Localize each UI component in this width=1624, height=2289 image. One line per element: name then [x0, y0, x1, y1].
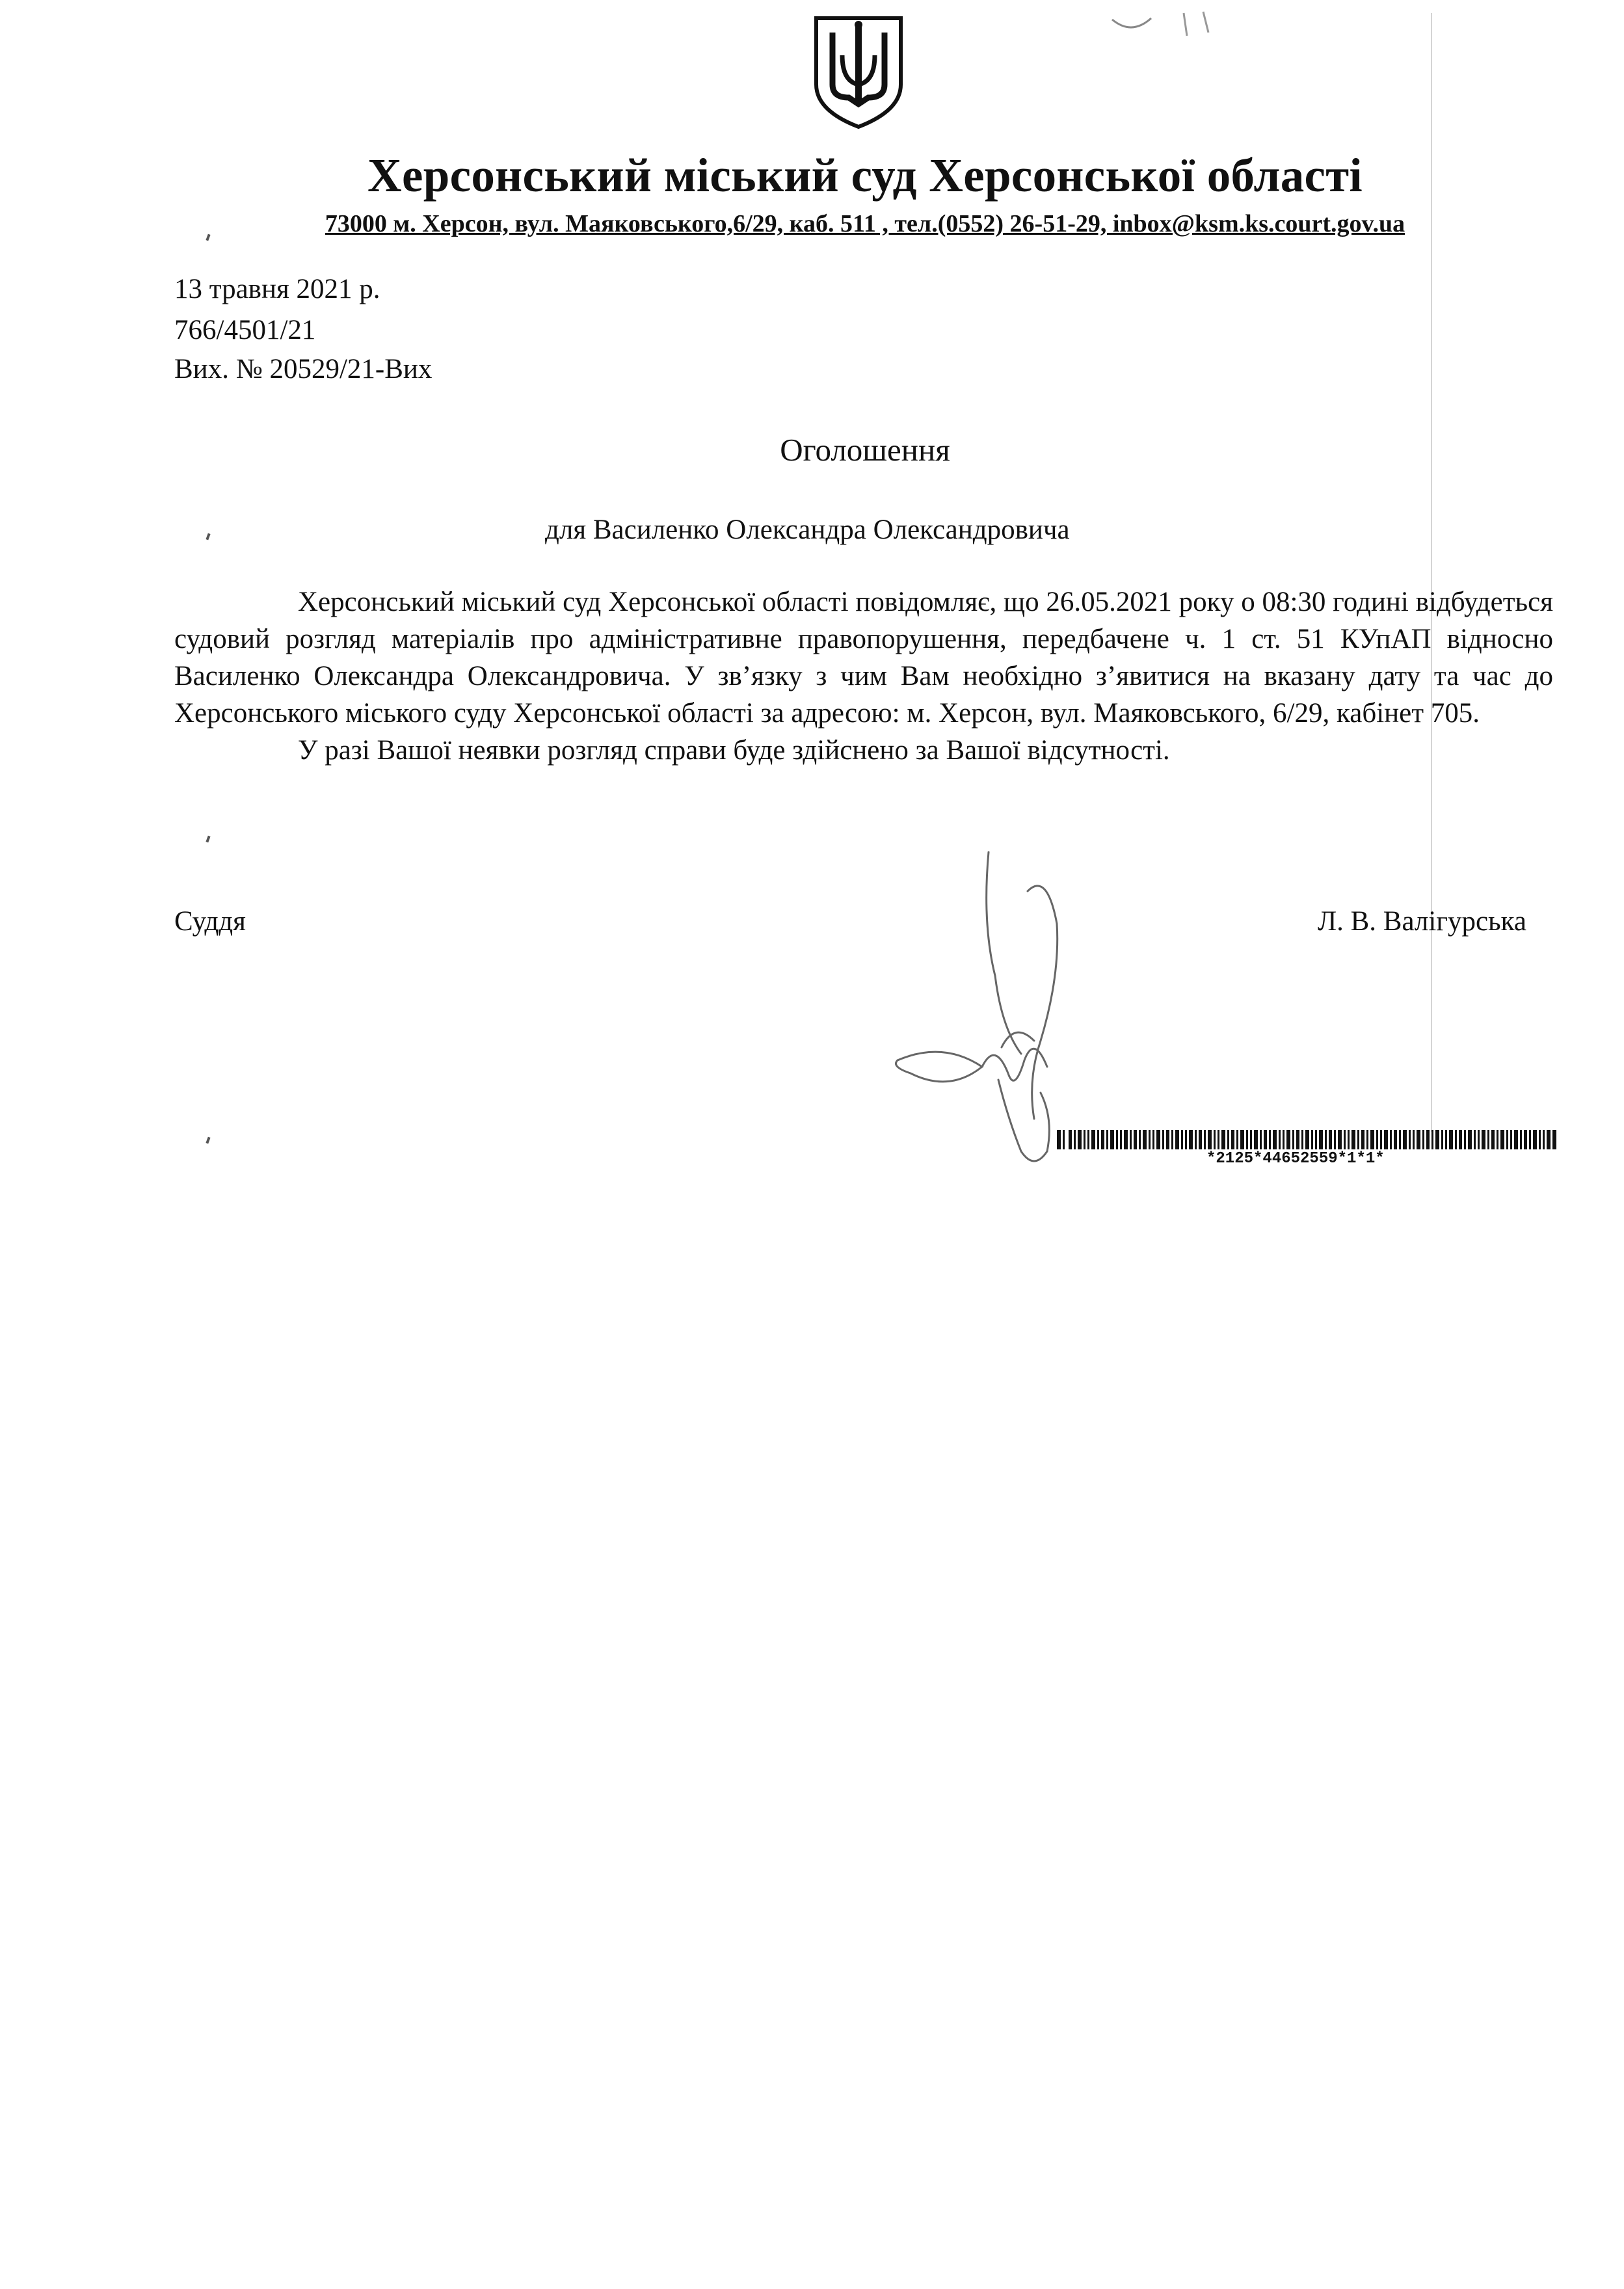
- court-name: Херсонський міський суд Херсонської області: [367, 149, 1363, 202]
- notice-paragraph-absence: У разі Вашої неявки розгляд справи буде здійснено за Вашої відсутності.: [298, 735, 1170, 766]
- ukraine-trident-coat-of-arms-icon: [810, 13, 907, 130]
- outgoing-number: Вих. № 20529/21-Вих: [174, 354, 433, 384]
- notice-paragraph-hearing: Херсонський міський суд Херсонської області повідомляє, що 26.05.2021 року о 08:30 годині відбудеться судовий розгляд матеріалів про адміністративне правопорушення, передбачене ч. 1 ст. 51 КУпАП відносно Василенко Олександра Олександровича. У зв’язку з чим Вам необхідно з’явитися на вказану дату та час до Херсонського міського суду Херсонської області за адресою: м. Херсон, вул. Маяковського, 6/29, кабінет 705.: [174, 587, 1553, 729]
- barcode: [1057, 1130, 1558, 1149]
- court-address: 73000 м. Херсон, вул. Маяковського,6/29, каб. 511 , тел.(0552) 26-51-29, inbox@ksm.ks.court.gov.ua: [325, 210, 1405, 237]
- scan-handwritten-mark: [1106, 7, 1229, 46]
- case-number: 766/4501/21: [174, 315, 316, 345]
- document-date: 13 травня 2021 р.: [174, 274, 380, 304]
- scan-artifact: [206, 533, 210, 541]
- barcode-text: *2125*44652559*1*1*: [1206, 1150, 1385, 1168]
- signer-name: Л. В. Валігурська: [1317, 906, 1526, 937]
- notice-recipient: для Василенко Олександра Олександровича: [545, 515, 1070, 545]
- signer-role: Суддя: [174, 906, 246, 937]
- notice-body: [174, 583, 1553, 769]
- scan-artifact: [206, 836, 210, 843]
- scan-artifact: [206, 1137, 210, 1144]
- notice-heading: Оголошення: [780, 432, 950, 468]
